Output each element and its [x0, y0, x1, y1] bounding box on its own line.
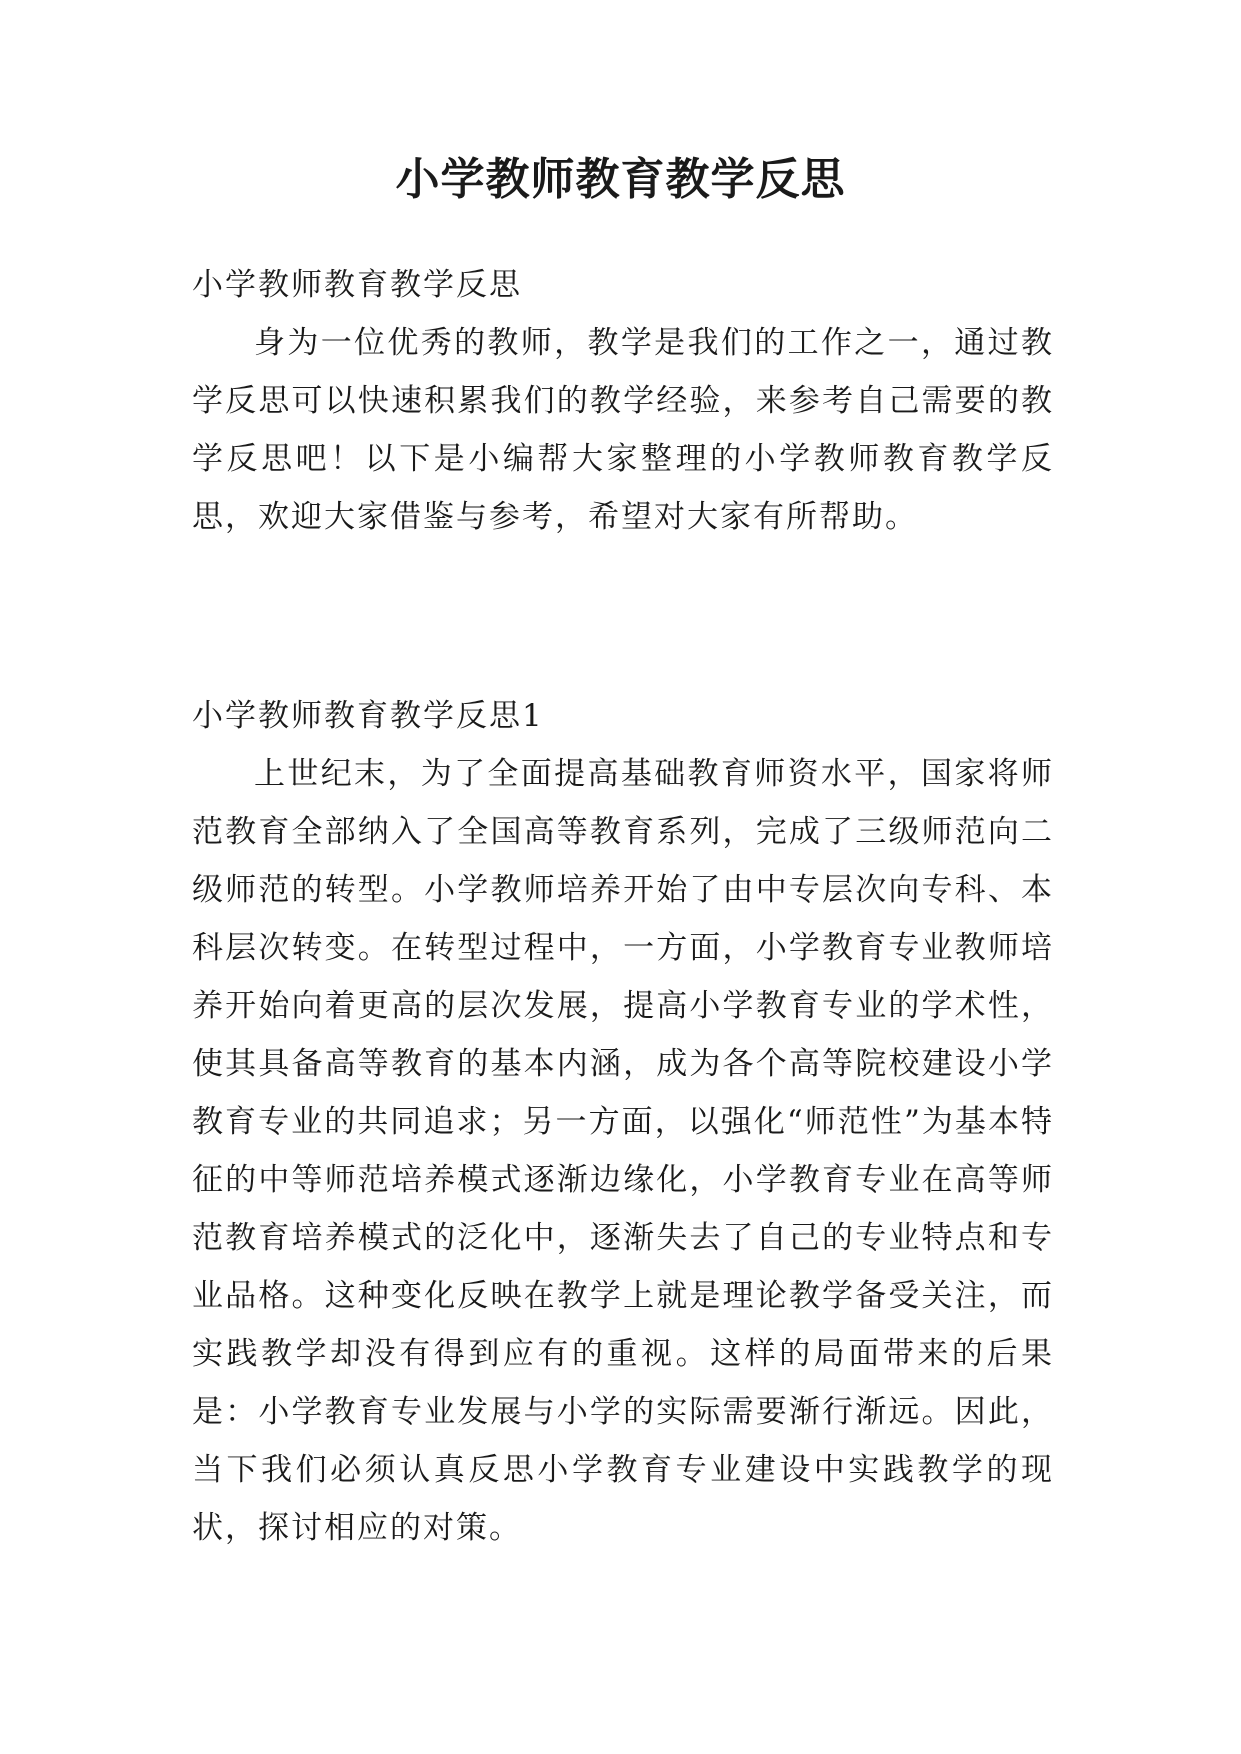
intro-paragraph: 身为一位优秀的教师，教学是我们的工作之一，通过教学反思可以快速积累我们的教学经验，来参考自己需要的教学反思吧！以下是小编帮大家整理的小学教师教育教学反思，欢迎大家借鉴与参考，希望对大家有所帮助。 — [192, 325, 1054, 535]
intro-heading: 小学教师教育教学反思 — [192, 267, 522, 303]
section-1-paragraph: 上世纪末，为了全面提高基础教育师资水平，国家将师范教育全部纳入了全国高等教育系列，完成了三级师范向二级师范的转型。小学教师培养开始了由中专层次向专科、本科层次转变。在转型过程中，一方面，小学教育专业教师培养开始向着更高的层次发展，提高小学教育专业的学术性，使其具备高等教育的基本内涵，成为各个高等院校建设小学教育专业的共同追求；另一方面，以强化“师范性”为基本特征的中等师范培养模式逐渐边缘化，小学教育专业在高等师范教育培养模式的泛化中，逐渐失去了自己的专业特点和专业品格。这种变化反映在教学上就是理论教学备受关注，而实践教学却没有得到应有的重视。这样的局面带来的后果是：小学教育专业发展与小学的实际需要渐行渐远。因此，当下我们必须认真反思小学教育专业建设中实践教学的现状，探讨相应的对策。 — [192, 756, 1054, 1546]
intro-section — [192, 256, 1054, 546]
section-1-heading: 小学教师教育教学反思1 — [192, 698, 544, 734]
section-1 — [192, 687, 1054, 1557]
document-title: 小学教师教育教学反思 — [395, 154, 846, 205]
